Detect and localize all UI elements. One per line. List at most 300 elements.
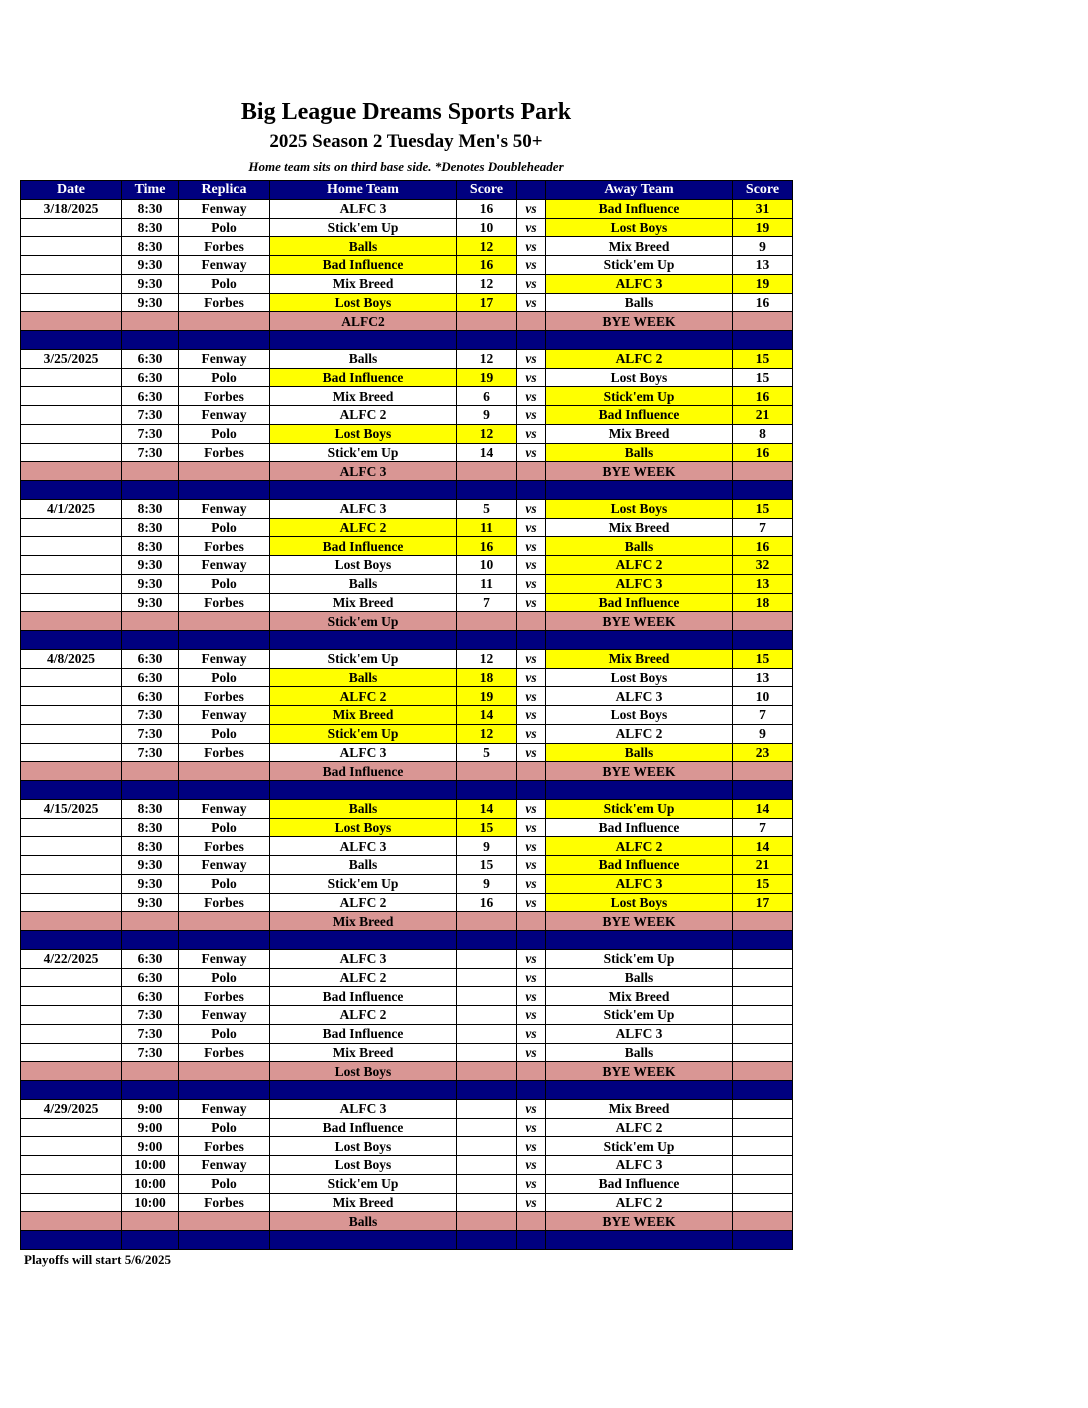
separator-cell xyxy=(546,1081,733,1100)
home-score: 19 xyxy=(457,687,517,706)
bye-row xyxy=(21,312,793,331)
separator-cell xyxy=(517,1081,546,1100)
home-team: ALFC 3 xyxy=(270,499,457,518)
vs-label: vs xyxy=(517,856,546,875)
away-score xyxy=(733,1006,793,1025)
separator-cell xyxy=(270,781,457,800)
home-score: 16 xyxy=(457,199,517,218)
bye-vs xyxy=(517,762,546,781)
page-subtitle: 2025 Season 2 Tuesday Men's 50+ xyxy=(269,131,543,152)
separator-cell xyxy=(517,331,546,350)
home-score: 18 xyxy=(457,668,517,687)
bye-field xyxy=(179,762,270,781)
game-time: 8:30 xyxy=(122,199,179,218)
week-separator xyxy=(21,331,793,350)
home-score: 6 xyxy=(457,387,517,406)
home-score: 14 xyxy=(457,799,517,818)
week-separator xyxy=(21,1231,793,1250)
away-score: 13 xyxy=(733,668,793,687)
game-date xyxy=(21,1024,122,1043)
game-time: 8:30 xyxy=(122,799,179,818)
separator-cell xyxy=(179,481,270,500)
home-score: 10 xyxy=(457,556,517,575)
away-team: Balls xyxy=(546,443,733,462)
col-header-away-team: Away Team xyxy=(546,181,733,200)
away-team: Bad Influence xyxy=(546,593,733,612)
game-row xyxy=(21,687,793,706)
game-field: Forbes xyxy=(179,837,270,856)
away-team: ALFC 2 xyxy=(546,1118,733,1137)
game-time: 9:30 xyxy=(122,874,179,893)
vs-label: vs xyxy=(517,387,546,406)
away-score xyxy=(733,1156,793,1175)
vs-label: vs xyxy=(517,499,546,518)
away-score: 7 xyxy=(733,818,793,837)
home-score: 19 xyxy=(457,368,517,387)
separator-cell xyxy=(733,781,793,800)
away-score: 21 xyxy=(733,406,793,425)
away-score: 15 xyxy=(733,499,793,518)
game-date xyxy=(21,687,122,706)
game-time: 9:00 xyxy=(122,1118,179,1137)
bye-time xyxy=(122,912,179,931)
home-team: ALFC 3 xyxy=(270,1099,457,1118)
game-time: 7:30 xyxy=(122,743,179,762)
game-row xyxy=(21,668,793,687)
separator-cell xyxy=(457,1081,517,1100)
home-score xyxy=(457,1137,517,1156)
vs-label: vs xyxy=(517,537,546,556)
game-field: Forbes xyxy=(179,293,270,312)
game-date xyxy=(21,668,122,687)
game-time: 9:30 xyxy=(122,593,179,612)
bye-row xyxy=(21,1062,793,1081)
week-separator xyxy=(21,481,793,500)
game-field: Fenway xyxy=(179,256,270,275)
col-header-vs xyxy=(517,181,546,200)
home-team: Lost Boys xyxy=(270,556,457,575)
vs-label: vs xyxy=(517,199,546,218)
away-team: Balls xyxy=(546,1043,733,1062)
away-team: ALFC 2 xyxy=(546,556,733,575)
bye-label: BYE WEEK xyxy=(546,312,733,331)
game-time: 7:30 xyxy=(122,1043,179,1062)
vs-label: vs xyxy=(517,874,546,893)
bye-home-score xyxy=(457,1062,517,1081)
separator-cell xyxy=(21,931,122,950)
game-row xyxy=(21,1099,793,1118)
game-row xyxy=(21,1024,793,1043)
bye-home-score xyxy=(457,1212,517,1231)
away-score xyxy=(733,1043,793,1062)
game-field: Polo xyxy=(179,518,270,537)
game-row xyxy=(21,856,793,875)
vs-label: vs xyxy=(517,1137,546,1156)
separator-cell xyxy=(546,781,733,800)
game-field: Forbes xyxy=(179,687,270,706)
game-date xyxy=(21,274,122,293)
game-row xyxy=(21,724,793,743)
vs-label: vs xyxy=(517,368,546,387)
away-team: Bad Influence xyxy=(546,1174,733,1193)
away-team: Balls xyxy=(546,968,733,987)
game-time: 8:30 xyxy=(122,218,179,237)
bye-time xyxy=(122,312,179,331)
vs-label: vs xyxy=(517,987,546,1006)
vs-label: vs xyxy=(517,687,546,706)
schedule-body xyxy=(21,199,793,1249)
game-row xyxy=(21,406,793,425)
game-row xyxy=(21,837,793,856)
home-score xyxy=(457,1174,517,1193)
home-team: ALFC 2 xyxy=(270,968,457,987)
game-field: Forbes xyxy=(179,987,270,1006)
away-score xyxy=(733,987,793,1006)
game-time: 9:00 xyxy=(122,1099,179,1118)
bye-team: ALFC2 xyxy=(270,312,457,331)
separator-cell xyxy=(546,1231,733,1250)
separator-cell xyxy=(179,1081,270,1100)
away-team: Lost Boys xyxy=(546,668,733,687)
game-date xyxy=(21,1137,122,1156)
home-score: 9 xyxy=(457,406,517,425)
game-row xyxy=(21,387,793,406)
away-score: 16 xyxy=(733,443,793,462)
home-score xyxy=(457,987,517,1006)
bye-vs xyxy=(517,312,546,331)
game-time: 7:30 xyxy=(122,724,179,743)
bye-date xyxy=(21,612,122,631)
game-time: 9:30 xyxy=(122,574,179,593)
game-time: 6:30 xyxy=(122,949,179,968)
game-row xyxy=(21,1156,793,1175)
away-team: Lost Boys xyxy=(546,893,733,912)
away-score: 23 xyxy=(733,743,793,762)
away-team: Bad Influence xyxy=(546,406,733,425)
away-team: Bad Influence xyxy=(546,199,733,218)
vs-label: vs xyxy=(517,424,546,443)
home-score: 12 xyxy=(457,237,517,256)
separator-cell xyxy=(457,1231,517,1250)
bye-home-score xyxy=(457,762,517,781)
home-team: Stick'em Up xyxy=(270,724,457,743)
away-score: 9 xyxy=(733,724,793,743)
bye-time xyxy=(122,462,179,481)
bye-row xyxy=(21,462,793,481)
game-date xyxy=(21,387,122,406)
home-team: Mix Breed xyxy=(270,274,457,293)
away-score xyxy=(733,1024,793,1043)
away-team: Mix Breed xyxy=(546,649,733,668)
away-score xyxy=(733,949,793,968)
bye-row xyxy=(21,762,793,781)
game-row xyxy=(21,349,793,368)
away-team: ALFC 2 xyxy=(546,349,733,368)
game-date xyxy=(21,724,122,743)
game-date xyxy=(21,743,122,762)
away-team: ALFC 2 xyxy=(546,1193,733,1212)
away-team: Balls xyxy=(546,293,733,312)
separator-cell xyxy=(457,331,517,350)
game-date xyxy=(21,893,122,912)
away-score: 9 xyxy=(733,237,793,256)
game-field: Forbes xyxy=(179,1043,270,1062)
away-team: Stick'em Up xyxy=(546,256,733,275)
bye-label: BYE WEEK xyxy=(546,912,733,931)
separator-cell xyxy=(517,481,546,500)
away-team: ALFC 2 xyxy=(546,724,733,743)
home-team-note: Home team sits on third base side. *Denotes Doubleheader xyxy=(248,159,564,174)
separator-cell xyxy=(21,1231,122,1250)
game-row xyxy=(21,237,793,256)
game-field: Fenway xyxy=(179,949,270,968)
game-row xyxy=(21,968,793,987)
game-time: 6:30 xyxy=(122,649,179,668)
separator-cell xyxy=(21,781,122,800)
game-row xyxy=(21,987,793,1006)
bye-time xyxy=(122,762,179,781)
away-score: 16 xyxy=(733,537,793,556)
game-field: Polo xyxy=(179,218,270,237)
vs-label: vs xyxy=(517,443,546,462)
game-row xyxy=(21,574,793,593)
game-time: 7:30 xyxy=(122,1006,179,1025)
away-score: 17 xyxy=(733,893,793,912)
separator-cell xyxy=(270,931,457,950)
game-row xyxy=(21,293,793,312)
vs-label: vs xyxy=(517,1006,546,1025)
separator-cell xyxy=(517,1231,546,1250)
game-field: Fenway xyxy=(179,349,270,368)
vs-label: vs xyxy=(517,574,546,593)
away-score: 14 xyxy=(733,837,793,856)
game-date xyxy=(21,537,122,556)
separator-cell xyxy=(733,481,793,500)
home-team: ALFC 3 xyxy=(270,743,457,762)
vs-label: vs xyxy=(517,593,546,612)
home-team: ALFC 3 xyxy=(270,199,457,218)
game-row xyxy=(21,893,793,912)
game-time: 8:30 xyxy=(122,237,179,256)
game-row xyxy=(21,706,793,725)
game-date: 3/25/2025 xyxy=(21,349,122,368)
away-score: 10 xyxy=(733,687,793,706)
home-score: 15 xyxy=(457,856,517,875)
game-time: 9:00 xyxy=(122,1137,179,1156)
game-time: 9:30 xyxy=(122,274,179,293)
bye-away-score xyxy=(733,462,793,481)
game-field: Fenway xyxy=(179,199,270,218)
col-header-home-score: Score xyxy=(457,181,517,200)
vs-label: vs xyxy=(517,668,546,687)
game-date xyxy=(21,706,122,725)
game-time: 9:30 xyxy=(122,856,179,875)
home-score: 5 xyxy=(457,499,517,518)
away-team: ALFC 3 xyxy=(546,874,733,893)
separator-cell xyxy=(179,331,270,350)
home-team: ALFC 3 xyxy=(270,949,457,968)
bye-home-score xyxy=(457,612,517,631)
game-row xyxy=(21,1137,793,1156)
game-field: Fenway xyxy=(179,499,270,518)
game-row xyxy=(21,518,793,537)
bye-team: Bad Influence xyxy=(270,762,457,781)
game-field: Polo xyxy=(179,724,270,743)
away-score: 19 xyxy=(733,218,793,237)
home-team: ALFC 2 xyxy=(270,893,457,912)
away-score: 14 xyxy=(733,799,793,818)
home-team: ALFC 2 xyxy=(270,1006,457,1025)
home-team: Stick'em Up xyxy=(270,218,457,237)
game-date xyxy=(21,368,122,387)
game-field: Fenway xyxy=(179,856,270,875)
separator-cell xyxy=(21,631,122,650)
separator-cell xyxy=(546,481,733,500)
vs-label: vs xyxy=(517,349,546,368)
game-time: 8:30 xyxy=(122,518,179,537)
game-time: 9:30 xyxy=(122,293,179,312)
separator-cell xyxy=(270,631,457,650)
game-field: Polo xyxy=(179,1174,270,1193)
vs-label: vs xyxy=(517,218,546,237)
home-team: Mix Breed xyxy=(270,1193,457,1212)
game-date xyxy=(21,593,122,612)
home-team: Balls xyxy=(270,237,457,256)
bye-team: ALFC 3 xyxy=(270,462,457,481)
bye-date xyxy=(21,762,122,781)
away-score: 15 xyxy=(733,874,793,893)
game-date xyxy=(21,424,122,443)
game-date: 4/29/2025 xyxy=(21,1099,122,1118)
home-score: 17 xyxy=(457,293,517,312)
bye-date xyxy=(21,312,122,331)
playoffs-note: Playoffs will start 5/6/2025 xyxy=(24,1252,171,1267)
bye-away-score xyxy=(733,1212,793,1231)
game-row xyxy=(21,799,793,818)
bye-vs xyxy=(517,912,546,931)
game-date xyxy=(21,556,122,575)
away-team: Mix Breed xyxy=(546,1099,733,1118)
home-team: Lost Boys xyxy=(270,1137,457,1156)
away-score: 21 xyxy=(733,856,793,875)
game-time: 6:30 xyxy=(122,668,179,687)
away-score: 31 xyxy=(733,199,793,218)
away-score: 13 xyxy=(733,574,793,593)
game-field: Forbes xyxy=(179,893,270,912)
vs-label: vs xyxy=(517,406,546,425)
home-team: Balls xyxy=(270,668,457,687)
separator-cell xyxy=(21,331,122,350)
vs-label: vs xyxy=(517,949,546,968)
bye-label: BYE WEEK xyxy=(546,462,733,481)
vs-label: vs xyxy=(517,1024,546,1043)
home-team: Stick'em Up xyxy=(270,1174,457,1193)
separator-cell xyxy=(517,931,546,950)
home-score: 12 xyxy=(457,274,517,293)
home-score: 16 xyxy=(457,537,517,556)
game-field: Fenway xyxy=(179,799,270,818)
home-team: Stick'em Up xyxy=(270,874,457,893)
game-date xyxy=(21,1006,122,1025)
game-time: 9:30 xyxy=(122,556,179,575)
bye-team: Lost Boys xyxy=(270,1062,457,1081)
col-header-date: Date xyxy=(21,181,122,200)
away-score xyxy=(733,1099,793,1118)
bye-date xyxy=(21,912,122,931)
game-date xyxy=(21,237,122,256)
separator-cell xyxy=(21,481,122,500)
home-team: ALFC 2 xyxy=(270,406,457,425)
home-score: 12 xyxy=(457,724,517,743)
home-team: ALFC 2 xyxy=(270,518,457,537)
home-score: 12 xyxy=(457,424,517,443)
home-team: Bad Influence xyxy=(270,256,457,275)
vs-label: vs xyxy=(517,293,546,312)
bye-label: BYE WEEK xyxy=(546,1062,733,1081)
away-team: Stick'em Up xyxy=(546,387,733,406)
game-time: 8:30 xyxy=(122,818,179,837)
away-score xyxy=(733,1137,793,1156)
game-field: Forbes xyxy=(179,387,270,406)
separator-cell xyxy=(122,931,179,950)
away-score: 15 xyxy=(733,349,793,368)
away-score: 18 xyxy=(733,593,793,612)
game-field: Fenway xyxy=(179,649,270,668)
bye-vs xyxy=(517,462,546,481)
home-score: 5 xyxy=(457,743,517,762)
game-field: Polo xyxy=(179,368,270,387)
separator-cell xyxy=(546,931,733,950)
vs-label: vs xyxy=(517,274,546,293)
home-team: Mix Breed xyxy=(270,593,457,612)
separator-cell xyxy=(733,931,793,950)
col-header-away-score: Score xyxy=(733,181,793,200)
game-time: 6:30 xyxy=(122,349,179,368)
game-date xyxy=(21,968,122,987)
home-team: Lost Boys xyxy=(270,293,457,312)
game-date xyxy=(21,818,122,837)
home-team: Mix Breed xyxy=(270,706,457,725)
separator-cell xyxy=(733,331,793,350)
game-row xyxy=(21,274,793,293)
game-row xyxy=(21,443,793,462)
bye-date xyxy=(21,1062,122,1081)
game-date xyxy=(21,837,122,856)
game-field: Fenway xyxy=(179,1099,270,1118)
week-separator xyxy=(21,1081,793,1100)
game-time: 9:30 xyxy=(122,256,179,275)
home-score xyxy=(457,968,517,987)
home-score: 16 xyxy=(457,256,517,275)
away-team: Bad Influence xyxy=(546,818,733,837)
col-header-replica: Replica xyxy=(179,181,270,200)
bye-team: Mix Breed xyxy=(270,912,457,931)
game-time: 8:30 xyxy=(122,837,179,856)
bye-vs xyxy=(517,1212,546,1231)
away-score xyxy=(733,1174,793,1193)
separator-cell xyxy=(122,1081,179,1100)
game-field: Fenway xyxy=(179,1156,270,1175)
away-team: Mix Breed xyxy=(546,987,733,1006)
separator-cell xyxy=(179,931,270,950)
game-date xyxy=(21,1174,122,1193)
away-team: Mix Breed xyxy=(546,518,733,537)
away-score: 16 xyxy=(733,387,793,406)
bye-row xyxy=(21,612,793,631)
home-team: Mix Breed xyxy=(270,387,457,406)
game-time: 10:00 xyxy=(122,1193,179,1212)
separator-cell xyxy=(179,781,270,800)
